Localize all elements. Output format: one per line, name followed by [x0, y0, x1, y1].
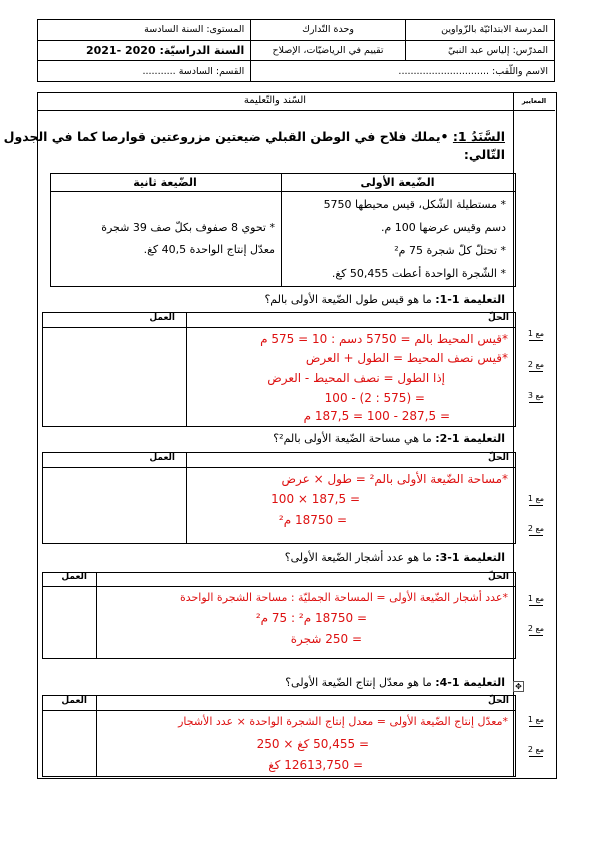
criteria-header: المعايير: [513, 92, 555, 111]
answer-line: *عدد أشجار الضّيعة الأولى = المساحة الجمليّة : مساحة الشجرة الواحدة: [179, 591, 508, 604]
criterion-mark: مع 2: [521, 624, 551, 636]
solution-label: الحلّ: [488, 453, 509, 463]
class-cell: القسم: السادسة ...........: [38, 61, 251, 82]
farm-second-title: الضّيعة ثانية: [133, 176, 197, 189]
instruction-1-2: التعليمة 1-2: ما هي مساحة الضّيعة الأولى بالم²؟: [273, 432, 505, 445]
farm-first-line: * الشّجرة الواحدة أعطت 50,455 كغ.: [331, 267, 506, 280]
criterion-mark: مع 1: [521, 494, 551, 506]
answer-line: = (575 : 2) - 100: [324, 391, 425, 405]
answer-line: = 287,5 - 100 = 187,5 م: [303, 409, 450, 423]
answer-line: إذا الطول = نصف المحيط - العرض: [267, 371, 445, 385]
criterion-mark: مع 1: [521, 594, 551, 606]
solution-label: الحلّ: [488, 313, 509, 323]
school-cell: المدرسة الابتدائيّة بالزّواوين: [405, 20, 554, 41]
answer-line: *معدّل إنتاج الضّيعة الأولى = معدل إنتاج الشجرة الواحدة × عدد الأشجار: [178, 715, 508, 728]
solution-label: الحلّ: [488, 696, 509, 706]
criteria-column: [513, 92, 556, 777]
teacher-cell: المدرّس: إلياس عبد النبيّ: [405, 40, 554, 61]
work-label: العمل: [61, 572, 87, 582]
instruction-1-1: التعليمة 1-1: ما هو قيس طول الضّيعة الأولى بالم؟: [264, 293, 505, 306]
work-label: العمل: [61, 696, 87, 706]
farm-first-title: الضّيعة الأولى: [360, 176, 435, 189]
farm-first-line: * مستطيلة الشّكل، قيس محيطها 5750: [323, 198, 506, 211]
criterion-mark: مع 1: [521, 715, 551, 727]
answer-line: = 250 شجرة: [290, 632, 362, 646]
work-label: العمل: [149, 313, 175, 323]
answer-line: = 18750 م²: [278, 513, 347, 527]
instruction-1-4: التعليمة 1-4: ما هو معدّل إنتاج الضّيعة الأولى؟: [285, 676, 505, 689]
header-block: [37, 19, 555, 82]
answer-line: = 18750 م² : 75 م²: [255, 611, 367, 625]
level-cell: المستوى: السنة السادسة: [38, 20, 251, 41]
criterion-mark: مع 1: [521, 329, 551, 341]
move-handle-icon[interactable]: ✥: [513, 681, 524, 692]
sanad-text-1: السَّنَدُ 1: •يملك فلاح في الوطن القبلي ضيعتين مزروعتين قوارصا كما في الجدول: [3, 129, 505, 144]
sanad-text-2: التّالي:: [463, 147, 505, 162]
year-cell: السنة الدراسيّة: 2020 -2021: [38, 40, 251, 61]
answer-line: = 50,455 كغ × 250: [256, 737, 369, 751]
farm-second-line: معدّل إنتاج الواحدة 40,5 كغ.: [143, 243, 275, 256]
instruction-1-3: التعليمة 1-3: ما هو عدد أشجار الضّيعة الأولى؟: [284, 551, 505, 564]
criterion-mark: مع 2: [521, 360, 551, 372]
farm-first-line: دسم وقيس عرضها 100 م.: [380, 221, 506, 234]
answer-line: *قيس نصف المحيط = الطول + العرض: [305, 351, 508, 365]
answer-line: *مساحة الضّيعة الأولى بالم² = طول × عرض: [281, 472, 508, 486]
subject-cell: تقييم في الرياضيّات، الإصلاح: [251, 40, 406, 61]
farm-second-line: * تحوي 8 صفوف بكلّ صف 39 شجرة: [101, 221, 275, 234]
unit-cell: وحدة التّدارك: [251, 20, 406, 41]
sanad-title: السّند والتّعليمة: [37, 92, 513, 111]
solution-label: الحلّ: [488, 572, 509, 582]
criterion-mark: مع 2: [521, 745, 551, 757]
farm-first-line: * تحتلّ كلّ شجرة 75 م²: [394, 244, 506, 257]
work-label: العمل: [149, 453, 175, 463]
name-cell: الاسم واللّقب: ..............................: [251, 61, 555, 82]
answer-line: = 12613,750 كغ: [268, 758, 363, 772]
criterion-mark: مع 2: [521, 524, 551, 536]
criterion-mark: مع 3: [521, 391, 551, 403]
answer-line: = 187,5 × 100: [271, 492, 360, 506]
answer-line: *قيس المحيط بالم = 5750 دسم : 10 = 575 م: [260, 332, 508, 346]
